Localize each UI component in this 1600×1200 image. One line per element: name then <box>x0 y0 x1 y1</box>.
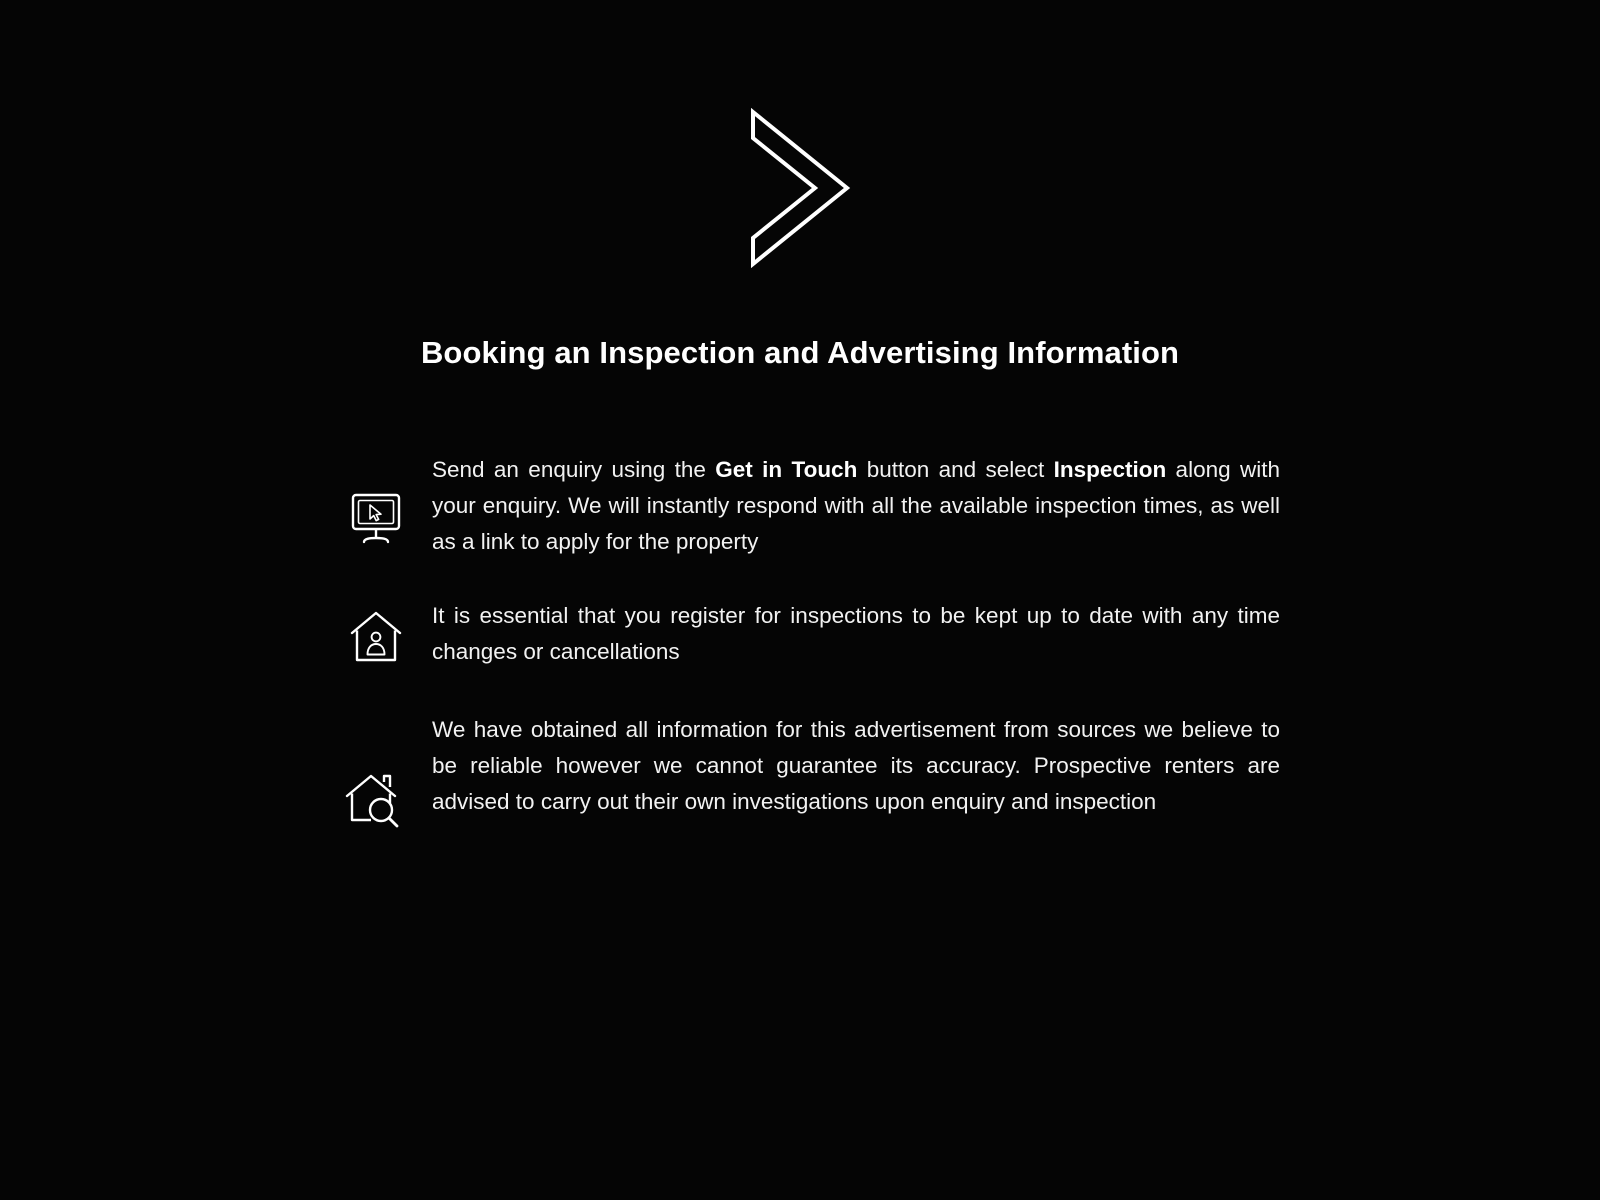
emphasis-inspection: Inspection <box>1053 457 1167 482</box>
brand-logo <box>0 108 1600 268</box>
text-segment: along with your enquiry. We will instantly respond with all the available inspection times, as well as a link to apply for the property <box>432 457 1280 554</box>
text-segment: Send an enquiry using the <box>432 457 716 482</box>
emphasis-get-in-touch: Get in Touch <box>715 457 858 482</box>
list-item-text <box>432 452 1280 560</box>
info-list <box>320 452 1280 870</box>
list-item <box>320 598 1280 670</box>
list-item <box>320 452 1280 560</box>
list-item <box>320 712 1280 832</box>
monitor-cursor-icon <box>320 452 432 550</box>
list-item-text: We have obtained all information for this advertisement from sources we believe to be reliable however we cannot guarantee its accuracy. Prospective renters are advised to carry out their own investigations upon enquiry and inspection <box>432 717 1280 814</box>
house-person-icon <box>320 598 432 668</box>
text-segment: button and select <box>857 457 1054 482</box>
page-title: Booking an Inspection and Advertising Information <box>420 335 1180 370</box>
house-magnifier-icon <box>320 712 432 832</box>
list-item-text: It is essential that you register for inspections to be kept up to date with any time changes or cancellations <box>432 603 1280 664</box>
chevron-right-logo-icon <box>745 108 855 268</box>
